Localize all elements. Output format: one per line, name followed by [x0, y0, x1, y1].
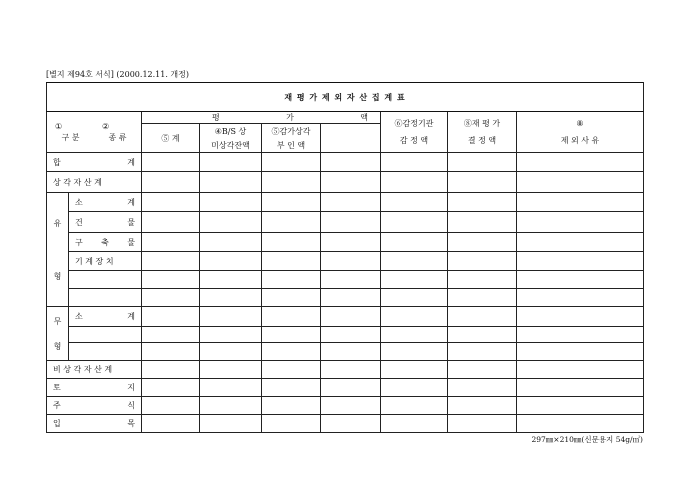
cell: [517, 289, 644, 307]
cell: [142, 379, 200, 397]
cell: [200, 212, 262, 233]
cell: [448, 379, 517, 397]
cell: [517, 172, 644, 193]
cell: [448, 307, 517, 327]
cell: [262, 193, 321, 212]
depreciation-line-2: 부 인 액: [276, 140, 306, 150]
standing-trees-char-2: 목: [127, 419, 135, 428]
stocks-char-2: 식: [127, 401, 135, 410]
cell: [448, 327, 517, 343]
cell: [517, 361, 644, 379]
cell: [142, 327, 200, 343]
cell: [448, 153, 517, 172]
cell: [142, 361, 200, 379]
header-appraisal-amount: [381, 112, 448, 153]
cell: [200, 379, 262, 397]
row-depreciable-total-label: 상 각 자 산 계: [47, 172, 142, 193]
land-char-2: 지: [127, 383, 135, 392]
valuation-group-char-3: 액: [360, 113, 368, 122]
cell: [262, 379, 321, 397]
cell: [321, 252, 381, 271]
cell: [448, 212, 517, 233]
cell: [200, 233, 262, 252]
cell: [517, 415, 644, 433]
header-type-number: ②: [102, 122, 110, 131]
buildings-char-2: 물: [127, 217, 135, 227]
cell: [262, 397, 321, 415]
structures-char-2: 축: [101, 237, 109, 247]
grand-total-char-2: 계: [127, 157, 135, 167]
header-category-label: 구 분: [61, 133, 80, 142]
revaluation-line-1: ⑧재 평 가: [463, 119, 501, 128]
cell: [200, 252, 262, 271]
cell: [381, 153, 448, 172]
cell: [448, 271, 517, 289]
header-blank-column: [321, 124, 381, 153]
cell: [381, 397, 448, 415]
cell: [381, 327, 448, 343]
cell: [381, 289, 448, 307]
cell: [321, 212, 381, 233]
grand-total-char-1: 합: [53, 157, 61, 167]
cell: [381, 415, 448, 433]
cell: [381, 361, 448, 379]
cell: [142, 212, 200, 233]
row-intangible-subtotal-label: [69, 307, 142, 327]
cell: [448, 343, 517, 361]
tangible-subtotal-char-1: 소: [75, 197, 83, 207]
cell: [262, 271, 321, 289]
cell: [448, 193, 517, 212]
row-grand-total-label: [47, 153, 142, 172]
cell: [321, 153, 381, 172]
form-title: 재 평 가 제 외 자 산 집 계 표: [47, 83, 644, 112]
tangible-subtotal-char-2: 계: [127, 197, 135, 207]
cell: [321, 397, 381, 415]
tangible-side-char-2: 형: [53, 271, 62, 281]
cell: [381, 271, 448, 289]
structures-char-3: 물: [127, 237, 135, 247]
row-intangible-blank-label: [69, 343, 142, 361]
cell: [381, 307, 448, 327]
cell: [448, 415, 517, 433]
cell: [381, 379, 448, 397]
cell: [517, 343, 644, 361]
cell: [321, 327, 381, 343]
cell: [448, 361, 517, 379]
cell: [321, 193, 381, 212]
cell: [142, 172, 200, 193]
appraisal-line-2: 감 정 액: [399, 136, 429, 145]
paper-spec-note: 297㎜×210㎜(신문용지 54g/㎡): [531, 435, 643, 444]
cell: [200, 327, 262, 343]
cell: [142, 289, 200, 307]
cell: [262, 289, 321, 307]
cell: [142, 343, 200, 361]
cell: [200, 193, 262, 212]
cell: [142, 233, 200, 252]
cell: [517, 307, 644, 327]
standing-trees-char-1: 입: [53, 419, 61, 428]
cell: [200, 153, 262, 172]
intangible-side-char-2: 형: [53, 341, 62, 351]
cell: [321, 379, 381, 397]
cell: [142, 397, 200, 415]
row-structures-label: [69, 233, 142, 252]
header-valuation-group: [142, 112, 381, 124]
cell: [381, 193, 448, 212]
cell: [262, 361, 321, 379]
cell: [448, 289, 517, 307]
cell: [142, 307, 200, 327]
depreciation-line-1: ⑤감가상각: [271, 126, 311, 136]
intangible-subtotal-char-1: 소: [75, 312, 83, 321]
cell: [517, 271, 644, 289]
row-buildings-label: [69, 212, 142, 233]
cell: [262, 172, 321, 193]
cell: [448, 233, 517, 252]
cell: [200, 172, 262, 193]
tangible-side-label: [47, 193, 69, 307]
intangible-side-label: [47, 307, 69, 361]
row-nondepreciable-total-label: 비 상 각 자 산 계: [47, 361, 142, 379]
valuation-group-char-2: 가: [286, 113, 294, 122]
row-land-label: [47, 379, 142, 397]
cell: [517, 252, 644, 271]
cell: [448, 172, 517, 193]
cell: [142, 415, 200, 433]
bs-line-1: ④B/S 상: [214, 126, 247, 136]
cell: [517, 193, 644, 212]
cell: [517, 153, 644, 172]
cell: [262, 327, 321, 343]
row-tangible-blank-label: [69, 289, 142, 307]
header-category-number: ①: [55, 122, 63, 131]
cell: [321, 271, 381, 289]
cell: [448, 252, 517, 271]
row-tangible-blank-label: [69, 271, 142, 289]
intangible-subtotal-char-2: 계: [127, 312, 135, 321]
cell: [262, 212, 321, 233]
cell: [321, 343, 381, 361]
header-type-label: 종 류: [108, 133, 127, 142]
cell: [262, 343, 321, 361]
bs-line-2: 미상각잔액: [211, 140, 250, 150]
cell: [321, 415, 381, 433]
cell: [200, 361, 262, 379]
cell: [517, 327, 644, 343]
cell: [321, 307, 381, 327]
cell: [262, 252, 321, 271]
cell: [448, 397, 517, 415]
header-revaluation-amount: [448, 112, 517, 153]
cell: [262, 233, 321, 252]
row-machinery-label: 기 계 장 치: [69, 252, 142, 271]
cell: [142, 252, 200, 271]
cell: [200, 289, 262, 307]
cell: [200, 343, 262, 361]
cell: [262, 307, 321, 327]
cell: [262, 153, 321, 172]
intangible-side-char-1: 무: [53, 316, 62, 326]
stocks-char-1: 주: [53, 401, 61, 410]
cell: [517, 379, 644, 397]
cell: [321, 233, 381, 252]
row-stocks-label: [47, 397, 142, 415]
cell: [517, 397, 644, 415]
cell: [381, 172, 448, 193]
cell: [381, 343, 448, 361]
row-standing-trees-label: [47, 415, 142, 433]
exclusion-reason-label: 제 외 사 유: [560, 136, 600, 145]
cell: [517, 212, 644, 233]
cell: [262, 415, 321, 433]
appraisal-line-1: ⑥감정기관: [394, 119, 434, 128]
header-depreciation-denied: [262, 124, 321, 153]
cell: [142, 193, 200, 212]
header-exclusion-reason: [517, 112, 644, 153]
cell: [200, 271, 262, 289]
structures-char-1: 구: [75, 237, 83, 247]
cell: [321, 172, 381, 193]
cell: [381, 212, 448, 233]
cell: [142, 153, 200, 172]
cell: [321, 361, 381, 379]
row-tangible-subtotal-label: [69, 193, 142, 212]
header-category: [47, 112, 142, 153]
revaluation-line-2: 결 정 액: [467, 136, 497, 145]
cell: [200, 307, 262, 327]
cell: [200, 415, 262, 433]
header-total-column: ⑤ 계: [142, 124, 200, 153]
land-char-1: 토: [53, 383, 61, 392]
header-bs-unamortized: [200, 124, 262, 153]
buildings-char-1: 건: [75, 217, 83, 227]
valuation-group-char-1: 평: [212, 113, 220, 122]
form-reference-note: [별지 제94호 서식] (2000.12.11. 개정): [46, 70, 190, 79]
cell: [200, 397, 262, 415]
exclusion-reason-number: ⑧: [576, 119, 584, 128]
asset-summary-form-table: [46, 82, 644, 433]
cell: [517, 233, 644, 252]
cell: [381, 233, 448, 252]
cell: [142, 271, 200, 289]
row-intangible-blank-label: [69, 327, 142, 343]
cell: [321, 289, 381, 307]
tangible-side-char-1: 유: [53, 218, 62, 228]
cell: [381, 252, 448, 271]
